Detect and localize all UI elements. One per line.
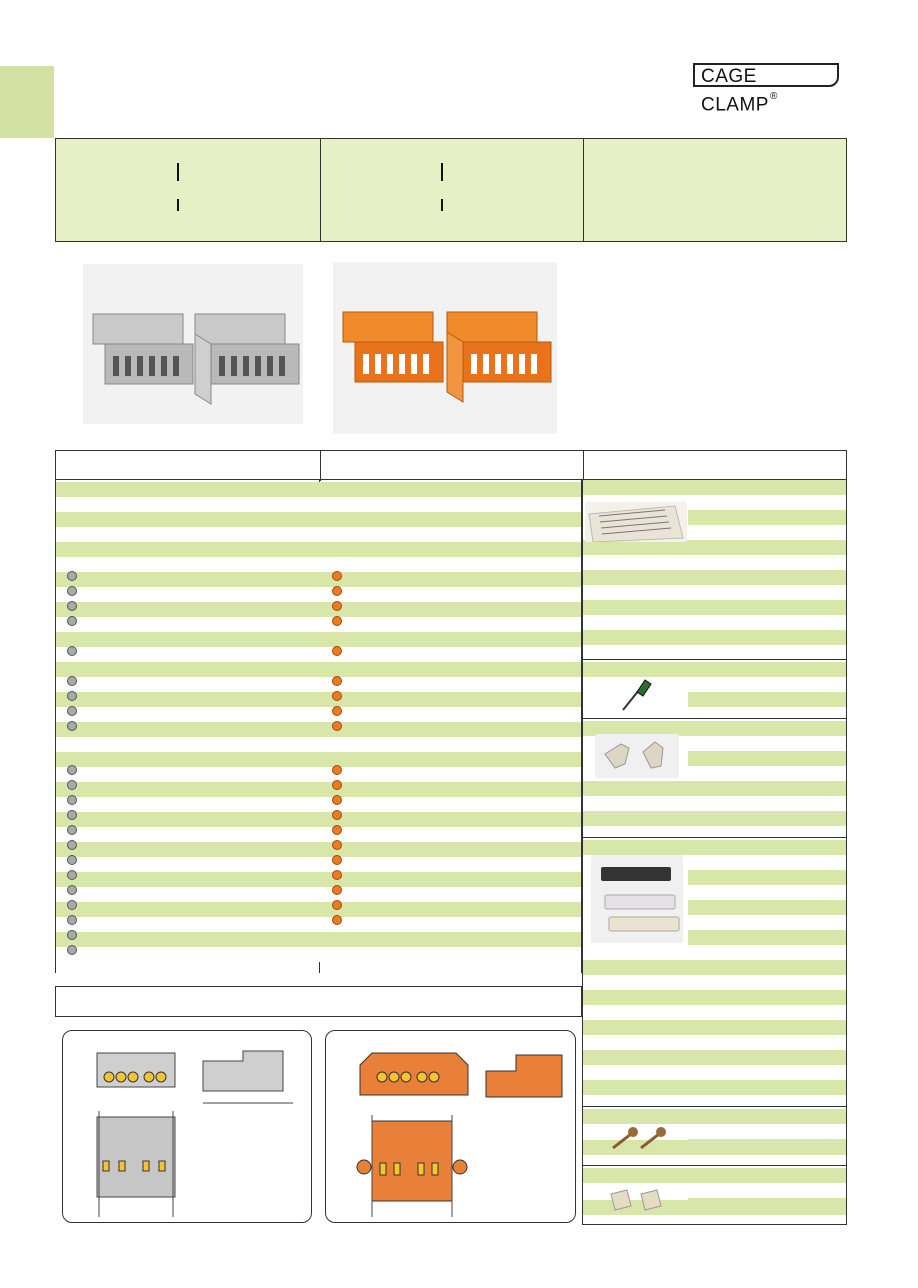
- table-footnote-box: [55, 986, 582, 1017]
- column-divider: [583, 451, 584, 481]
- section-divider: [583, 1106, 846, 1107]
- orange-circle-icon: [332, 795, 342, 805]
- orange-circle-icon: [332, 691, 342, 701]
- table-row: [583, 840, 846, 855]
- orange-connector-photo: [333, 262, 557, 434]
- table-row: [56, 572, 581, 587]
- divider-mark: [441, 163, 443, 181]
- gray-dimension-drawing: [62, 1030, 312, 1223]
- table-row: [56, 752, 581, 767]
- table-row: [56, 857, 581, 872]
- table-row: [56, 872, 581, 887]
- marker-strip-photo: [585, 502, 687, 542]
- table-row: [56, 602, 581, 617]
- gray-circle-icon: [67, 915, 77, 925]
- orange-circle-icon: [332, 571, 342, 581]
- table-row: [583, 1005, 846, 1020]
- strain-relief-photo: [595, 734, 679, 778]
- table-row: [583, 1050, 846, 1065]
- table-row: [56, 587, 581, 602]
- orange-circle-icon: [332, 676, 342, 686]
- coding-keys-photo: [591, 855, 683, 943]
- table-row: [688, 870, 846, 885]
- header-col-accessories: [583, 139, 846, 241]
- gray-connector-photo: [83, 264, 303, 424]
- gray-circle-icon: [67, 810, 77, 820]
- orange-circle-icon: [332, 855, 342, 865]
- table-row: [583, 540, 846, 555]
- gray-circle-icon: [67, 930, 77, 940]
- gray-circle-icon: [67, 706, 77, 716]
- table-row: [583, 945, 846, 960]
- table-row: [56, 887, 581, 902]
- orange-circle-icon: [332, 706, 342, 716]
- table-row: [583, 585, 846, 600]
- table-row: [56, 707, 581, 722]
- table-row: [56, 632, 581, 647]
- section-divider: [583, 1165, 846, 1166]
- orange-circle-icon: [332, 915, 342, 925]
- end-plate-photo: [605, 1184, 669, 1216]
- table-row: [583, 615, 846, 630]
- section-divider: [583, 659, 846, 660]
- gray-circle-icon: [67, 795, 77, 805]
- gray-circle-icon: [67, 691, 77, 701]
- orange-circle-icon: [332, 825, 342, 835]
- table-row: [56, 482, 581, 497]
- table-row: [583, 975, 846, 990]
- gray-circle-icon: [67, 840, 77, 850]
- table-row: [56, 917, 581, 932]
- orange-circle-icon: [332, 601, 342, 611]
- screwdriver-photo: [613, 676, 663, 714]
- product-rows: [56, 482, 581, 962]
- orange-circle-icon: [332, 765, 342, 775]
- gray-circle-icon: [67, 586, 77, 596]
- table-row: [56, 767, 581, 782]
- gray-circle-icon: [67, 646, 77, 656]
- table-row: [583, 555, 846, 570]
- divider-mark: [177, 199, 179, 211]
- orange-circle-icon: [332, 616, 342, 626]
- table-row: [56, 677, 581, 692]
- gray-circle-icon: [67, 945, 77, 955]
- table-row: [583, 600, 846, 615]
- header-col-gray: [56, 139, 321, 241]
- table-row: [583, 960, 846, 975]
- header-col-orange: [320, 139, 584, 241]
- table-row: [56, 647, 581, 662]
- table-row: [56, 902, 581, 917]
- table-row: [688, 751, 846, 766]
- orange-circle-icon: [332, 885, 342, 895]
- table-row: [583, 781, 846, 796]
- table-row: [583, 1065, 846, 1080]
- table-row: [583, 662, 846, 677]
- table-row: [56, 527, 581, 542]
- table-row: [688, 930, 846, 945]
- page-tab-marker: [0, 66, 54, 138]
- table-header: [55, 450, 847, 480]
- table-row: [56, 932, 581, 947]
- gray-circle-icon: [67, 721, 77, 731]
- table-row: [583, 1095, 846, 1110]
- gray-circle-icon: [67, 616, 77, 626]
- orange-circle-icon: [332, 586, 342, 596]
- table-row: [583, 1020, 846, 1035]
- table-row: [583, 630, 846, 645]
- table-row: [688, 1198, 846, 1213]
- table-row: [56, 737, 581, 752]
- gray-circle-icon: [67, 900, 77, 910]
- table-row: [56, 812, 581, 827]
- gray-circle-icon: [67, 765, 77, 775]
- gray-circle-icon: [67, 870, 77, 880]
- table-row: [688, 510, 846, 525]
- divider-mark: [177, 163, 179, 181]
- table-row: [56, 557, 581, 572]
- orange-circle-icon: [332, 870, 342, 880]
- orange-circle-icon: [332, 721, 342, 731]
- table-row: [583, 1168, 846, 1183]
- orange-circle-icon: [332, 900, 342, 910]
- table-row: [56, 497, 581, 512]
- gray-circle-icon: [67, 855, 77, 865]
- gray-circle-icon: [67, 676, 77, 686]
- table-row: [56, 827, 581, 842]
- table-row: [56, 542, 581, 557]
- divider-mark: [441, 199, 443, 211]
- table-row: [583, 1080, 846, 1095]
- cage-clamp-logo: CAGE CLAMP®: [693, 63, 839, 87]
- table-row: [583, 480, 846, 495]
- header-box: [55, 138, 847, 242]
- table-row: [583, 811, 846, 826]
- gray-circle-icon: [67, 825, 77, 835]
- orange-dimension-drawing: [325, 1030, 576, 1223]
- table-row: [688, 900, 846, 915]
- gray-circle-icon: [67, 571, 77, 581]
- table-row: [56, 617, 581, 632]
- gray-circle-icon: [67, 885, 77, 895]
- table-row: [56, 947, 581, 962]
- section-divider: [583, 718, 846, 719]
- table-row: [583, 1035, 846, 1050]
- table-row: [56, 692, 581, 707]
- table-row: [56, 782, 581, 797]
- gray-circle-icon: [67, 601, 77, 611]
- table-row: [56, 662, 581, 677]
- section-divider: [583, 837, 846, 838]
- table-row: [56, 797, 581, 812]
- table-row: [583, 990, 846, 1005]
- accessories-column: [582, 480, 847, 1225]
- table-row: [583, 796, 846, 811]
- orange-circle-icon: [332, 840, 342, 850]
- table-row: [583, 570, 846, 585]
- gray-circle-icon: [67, 780, 77, 790]
- table-row: [688, 692, 846, 707]
- orange-circle-icon: [332, 780, 342, 790]
- table-row: [56, 512, 581, 527]
- column-divider: [320, 451, 321, 481]
- orange-circle-icon: [332, 646, 342, 656]
- table-row: [56, 722, 581, 737]
- orange-circle-icon: [332, 810, 342, 820]
- table-row: [56, 842, 581, 857]
- screws-photo: [607, 1120, 671, 1154]
- table-row: [688, 1139, 846, 1154]
